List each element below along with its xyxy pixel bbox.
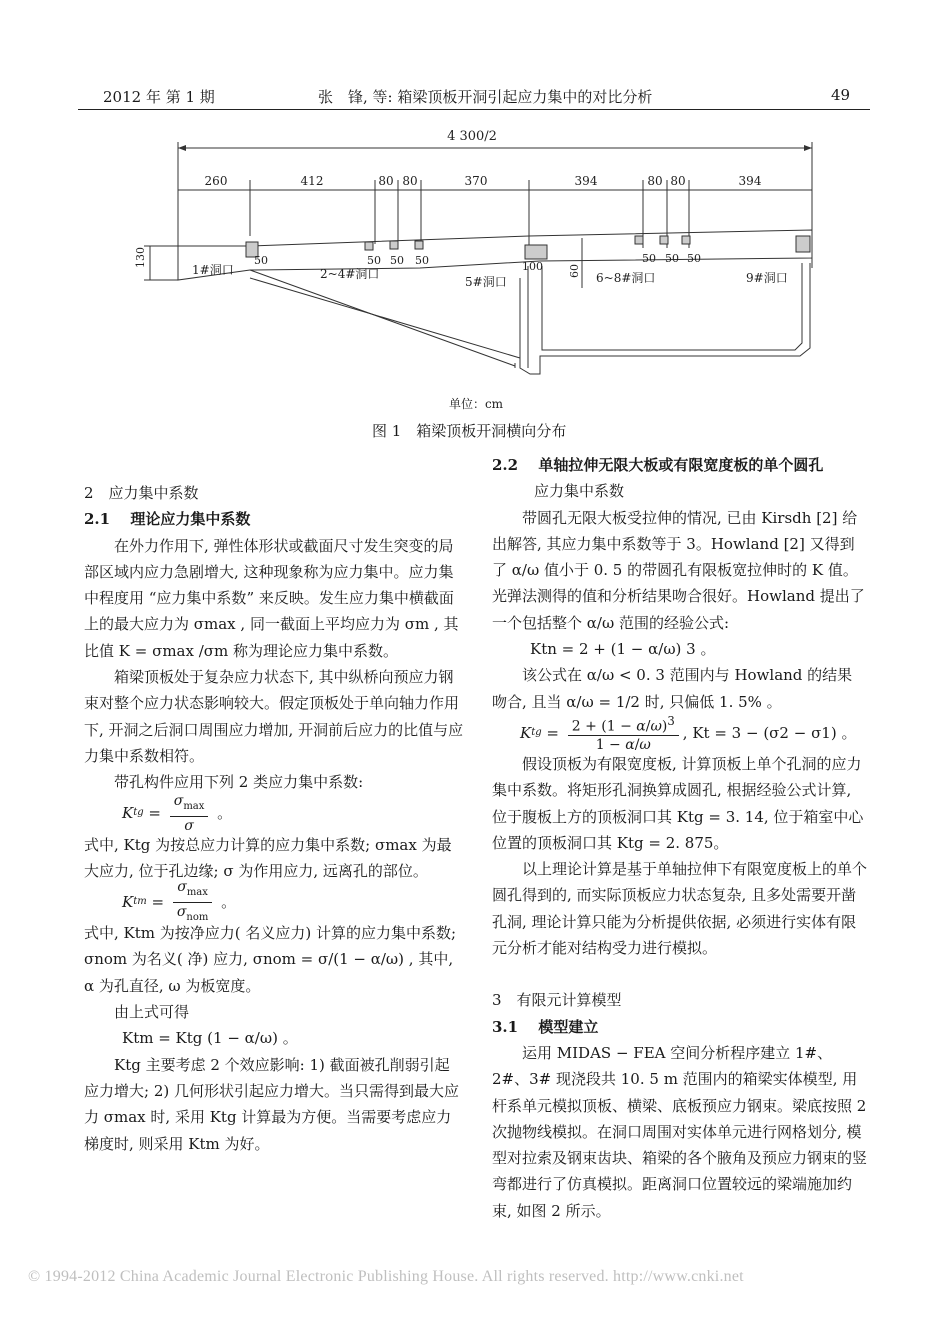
para-left-1: 在外力作用下, 弹性体形状或截面尺寸发生突变的局部区域内应力急剧增大, 这种现象称为应力集中。应力集中程度用 “应力集中系数” 来反映。发生应力集中横截面上的最大应力为 σmax , 同一截面上平均应力为 σm , 其比值 K = σmax /σm 称为理论应力集中系数。 xyxy=(84,536,459,660)
hole-label-6-8: 6~8#洞口 xyxy=(596,271,656,285)
section-3-title: 3 有限元计算模型 xyxy=(492,991,622,1010)
figure-caption: 图 1 箱梁顶板开洞横向分布 xyxy=(372,422,567,440)
hole-6 xyxy=(635,236,643,244)
equation-ktm: K tm = $\frac{\sigma_{max}}{\sigma_{nom}}$ 。 xyxy=(122,878,237,923)
dim-label-9: 394 xyxy=(738,174,762,188)
dim-label-6: 394 xyxy=(574,174,598,188)
section-2-2-title-a: 2.2 单轴拉伸无限大板或有限宽度板的单个圆孔 xyxy=(492,456,824,474)
figure-1-drawing xyxy=(120,118,840,418)
header-rule xyxy=(78,109,870,110)
para-left-7: Ktg 主要考虑 2 个效应影响: 1) 截面被孔削弱引起应力增大; 2) 几何形状引起应力增大。当只需得到最大应力 σmax 时, 采用 Ktg 计算最为方便。当需要考虑应力梯度时, 则采用 Ktm 为好。 xyxy=(84,1055,459,1153)
equation-ktn: Ktn = 2 + (1 − α/ω) 3 。 xyxy=(530,640,716,659)
equation-ktg: K tg = $\frac{\sigma_{max}}{\sigma}$ 。 xyxy=(122,793,233,834)
copyright-footer: © 1994-2012 China Academic Journal Electronic Publishing House. All rights reserved. http://www.cnki.net xyxy=(28,1268,744,1285)
hole-4-width: 50 xyxy=(415,254,429,267)
hole-2-width: 50 xyxy=(367,254,381,267)
para-left-5: 式中, Ktm 为按净应力( 名义应力) 计算的应力集中系数; σnom 为名义( 净) 应力, σnom = σ/(1 − α/ω) , 其中, α 为孔直径, ω 为板宽度。 xyxy=(84,924,457,995)
hole-5 xyxy=(525,245,547,259)
equation-ktg-empirical: K tg = $\frac{2 + (1 - \alpha/\omega)^3}{1 - \alpha/\omega}$ , Kt = 3 − (σ2 − σ1) 。 xyxy=(520,713,857,754)
header-page: 49 xyxy=(831,86,851,104)
para-left-2: 箱梁顶板处于复杂应力状态下, 其中纵桥向预应力钢束对整个应力状态影响较大。假定顶板处于单向轴力作用下, 开洞之后洞口周围应力增加, 开洞前后应力的比值与应力集中系数相符。 xyxy=(84,668,464,765)
hole-3 xyxy=(390,241,398,249)
section-2-1-title: 2.1 理论应力集中系数 xyxy=(84,510,251,529)
equation-kt: Kt = 3 − (σ2 − σ1) 。 xyxy=(692,723,857,742)
dim-total-label: 4 300/2 xyxy=(447,129,497,144)
hole-label-1: 1#洞口 xyxy=(192,263,234,277)
hole-4 xyxy=(415,241,423,249)
equation-3: Ktm = Ktg (1 − α/ω) 。 xyxy=(122,1029,298,1048)
dim-ticks xyxy=(178,142,812,268)
hole-label-9: 9#洞口 xyxy=(746,271,788,285)
dim-height-label: 130 xyxy=(134,247,147,268)
dim-label-8: 80 xyxy=(670,174,686,188)
hole-2 xyxy=(365,242,373,250)
hole-6-width: 50 xyxy=(642,252,656,265)
para-right-2: 该公式在 α/ω < 0. 3 范围内与 Howland 的结果吻合, 且当 α/ω = 1/2 时, 只偏低 1. 5% 。 xyxy=(492,666,853,711)
left-column xyxy=(84,480,464,1157)
hole-3-width: 50 xyxy=(390,254,404,267)
box-girder-section xyxy=(178,230,812,374)
para-left-6: 由上式可得 xyxy=(114,1003,190,1022)
hole-8-width: 50 xyxy=(687,252,701,265)
hole-8 xyxy=(682,236,690,244)
header-title: 张 锋, 等: 箱梁顶板开洞引起应力集中的对比分析 xyxy=(318,88,653,106)
hole-7-width: 50 xyxy=(665,252,679,265)
para-right-4: 以上理论计算是基于单轴拉伸下有限宽度板上的单个圆孔得到的, 而实际顶板应力状态复杂, 且多处需要开凿孔洞, 理论计算只能为分析提供依据, 必须进行实体有限元分析才能对结构受力进行模拟。 xyxy=(492,860,868,958)
para-left-4: 式中, Ktg 为按总应力计算的应力集中系数; σmax 为最大应力, 位于孔边缘; σ 为作用应力, 远离孔的部位。 xyxy=(84,835,452,880)
hole-5-width: 100 xyxy=(522,260,543,273)
dim-label-2: 412 xyxy=(300,174,324,188)
dim-label-1: 260 xyxy=(204,174,228,188)
hole-label-5: 5#洞口 xyxy=(465,275,507,289)
dim-label-7: 80 xyxy=(647,174,663,188)
para-right-1: 带圆孔无限大板受拉伸的情况, 已由 Kirsdh [2] 给出解答, 其应力集中系数等于 3。Howland [2] 又得到了 α/ω 值小于 0. 5 的带圆孔有限板宽拉伸时的 K 值。光弹法测得的值和分析结果吻合很好。Howland 提出了一个包括整个 α/ω 范围的经验公式: xyxy=(492,508,865,632)
dim-label-5: 370 xyxy=(464,174,488,188)
dim-label-4: 80 xyxy=(402,174,418,188)
dim-label-3: 80 xyxy=(378,174,394,188)
section-3-1-title: 3.1 模型建立 xyxy=(492,1017,599,1036)
para-right-3: 假设顶板为有限宽度板, 计算顶板上单个孔洞的应力集中系数。将矩形孔洞换算成圆孔, 根据经验公式计算, 位于腹板上方的顶板洞口其 Ktg = 3. 14, 位于箱室中心位置的顶板洞口其 Ktg = 2. 875。 xyxy=(492,754,864,852)
header-issue: 2012 年 第 1 期 xyxy=(103,88,215,106)
dim-60-label: 60 xyxy=(568,264,581,278)
hole-1-width: 50 xyxy=(254,254,268,267)
section-2-title: 2 应力集中系数 xyxy=(84,484,199,502)
section-2-2-title-b: 应力集中系数 xyxy=(534,482,625,501)
hole-9 xyxy=(796,236,810,252)
hole-label-2-4: 2~4#洞口 xyxy=(320,267,380,281)
para-left-3: 带孔构件应用下列 2 类应力集中系数: xyxy=(114,773,364,792)
right-column xyxy=(492,452,867,1224)
hole-7 xyxy=(660,236,668,244)
para-right-5: 运用 MIDAS − FEA 空间分析程序建立 1#、2#、3# 现浇段共 10. 5 m 范围内的箱梁实体模型, 用杆系单元模拟顶板、横梁、底板预应力钢束。梁底按照 2 次抛物线模拟。在洞口周围对实体单元进行网格划分, 模型对拉索及钢束齿块、箱梁的各个腋角及预应力钢束的竖弯都进行了仿真模拟。距离洞口位置较远的梁端施加约束, 如图 2 所示。 xyxy=(492,1043,868,1220)
figure-unit: 单位：cm xyxy=(448,397,504,411)
